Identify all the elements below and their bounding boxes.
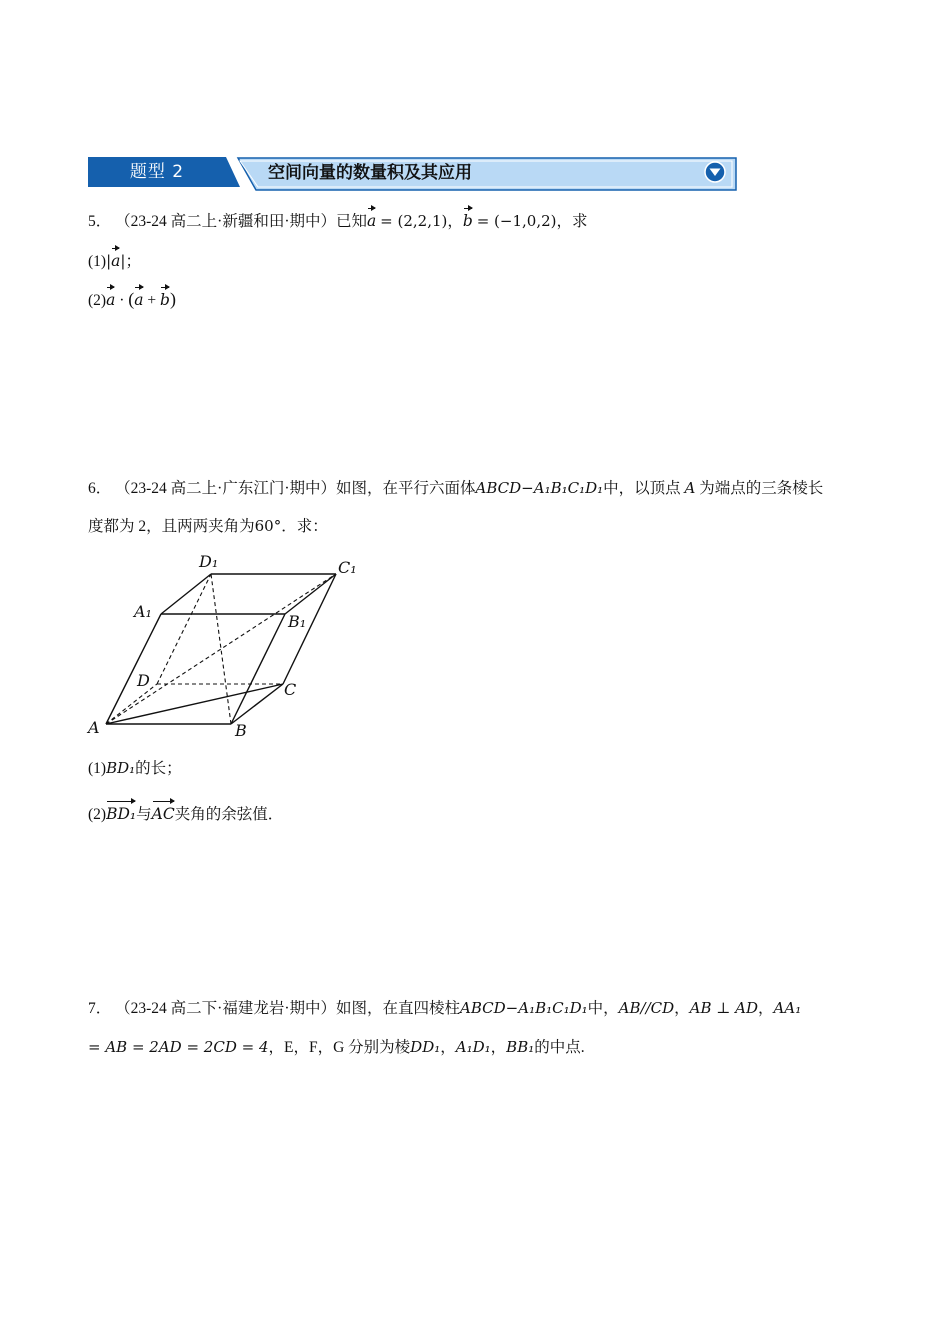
q7-source: （23-24 高二下·福建龙岩·期中） [115, 1000, 337, 1017]
q6-stem-part3: 为端点的三条棱长 [699, 480, 824, 497]
q5-part2: (2)a · (a + b) [88, 289, 176, 309]
q7-sep: ， [674, 1000, 690, 1017]
q5-a-value: = (2,2,1) [380, 212, 448, 230]
q6-part2-mid: 与 [136, 806, 152, 823]
vector-a: a [106, 291, 116, 309]
label-D1: D₁ [199, 552, 219, 571]
edge-A1D1 [161, 574, 211, 614]
edge-B1C1 [285, 574, 336, 614]
q5-part1-label: (1) [88, 253, 107, 270]
label-C: C [284, 680, 297, 699]
plus-operator: + [143, 292, 160, 309]
q6-number: 6． [88, 480, 112, 497]
q7-line2-mid: ，E，F，G 分别为棱 [268, 1039, 411, 1056]
q6-stem-part2: 中，以顶点 [603, 480, 681, 497]
q7-line2-tail: 的中点. [534, 1039, 585, 1056]
q6-part1-tail: 的长； [135, 760, 182, 777]
vector-a: a [134, 291, 144, 309]
diagonal-BD1 [211, 574, 231, 724]
q6-part2-label: (2) [88, 806, 107, 823]
q7-cond-parallel: AB//CD [618, 999, 675, 1017]
q6-source: （23-24 高二上·广东江门·期中） [115, 480, 337, 497]
q7-sep: ， [758, 1000, 774, 1017]
banner-title: 空间向量的数量积及其应用 [268, 163, 472, 183]
edge-BB1 [231, 614, 285, 724]
q7-stem [88, 997, 801, 1020]
parallelepiped-figure [84, 548, 374, 748]
q6-vertex: A [684, 479, 696, 497]
diagonal-AC1 [106, 574, 336, 724]
q5-part2-label: (2) [88, 292, 107, 309]
q5-number: 5． [88, 213, 112, 230]
q6-part2-tail: 夹角的余弦值． [174, 806, 284, 823]
q6-stem [88, 477, 823, 500]
label-D: D [137, 671, 150, 690]
q7-edge-DD1: DD₁ [410, 1038, 441, 1056]
label-B: B [235, 721, 247, 740]
q5-part1-tail: ； [125, 253, 141, 270]
q6-line2: 度都为 2，且两两夹角为 [88, 518, 255, 535]
q7-sep: ， [440, 1039, 456, 1056]
q6-part2 [88, 803, 283, 826]
vector-b: b [160, 291, 170, 309]
vector-BD1: BD₁ [106, 805, 137, 823]
q6-line2-tail: ．求： [281, 518, 328, 535]
section-banner [88, 157, 738, 191]
label-A1: A₁ [134, 602, 152, 621]
vector-AC: AC [151, 805, 175, 823]
q5-source: （23-24 高二上·新疆和田·期中） [115, 213, 337, 230]
q5-prefix: 已知 [336, 213, 368, 230]
vector-a: a [111, 252, 121, 270]
q7-stem-part1: 如图，在直四棱柱 [336, 1000, 461, 1017]
q6-part1 [88, 757, 182, 780]
q5-ask: ，求 [556, 213, 588, 230]
q7-lengths: = AB = 2AD = 2CD = 4 [88, 1038, 269, 1056]
q7-solid: ABCD−A₁B₁C₁D₁ [460, 999, 588, 1017]
q7-number: 7． [88, 1000, 112, 1017]
q6-angle: 60° [254, 517, 282, 535]
q7-stem-part2: 中， [587, 1000, 619, 1017]
edge-AA1 [106, 614, 161, 724]
q7-stem-line2 [88, 1036, 585, 1059]
label-A: A [88, 718, 100, 737]
q6-stem-line2 [88, 515, 328, 538]
q7-edge-BB1: BB₁ [506, 1038, 535, 1056]
q7-sep: ， [490, 1039, 507, 1056]
label-B1: B₁ [288, 612, 307, 631]
q7-edge-AA1: AA₁ [773, 999, 802, 1017]
q7-edge-A1D1: A₁D₁ [455, 1038, 491, 1056]
q6-stem-part1: 如图，在平行六面体 [336, 480, 476, 497]
q5-part1: (1)|a|； [88, 252, 141, 270]
q6-part1-label: (1) [88, 760, 107, 777]
q5-b-value: = (−1,0,2) [476, 212, 557, 230]
edge-DD1 [157, 574, 211, 684]
q5-stem [88, 210, 588, 233]
dot-operator: · [115, 292, 129, 309]
banner-tag: 题型 2 [129, 162, 185, 182]
vector-b: b [462, 212, 473, 230]
q7-cond-perpendicular: AB ⊥ AD [689, 999, 759, 1017]
chevron-down-circle-icon[interactable] [704, 161, 726, 183]
q6-segment-BD1: BD₁ [106, 759, 136, 777]
q5-comma: ， [447, 213, 463, 230]
label-C1: C₁ [338, 558, 357, 577]
vector-a: a [367, 212, 377, 230]
q6-solid: ABCD−A₁B₁C₁D₁ [475, 479, 604, 497]
